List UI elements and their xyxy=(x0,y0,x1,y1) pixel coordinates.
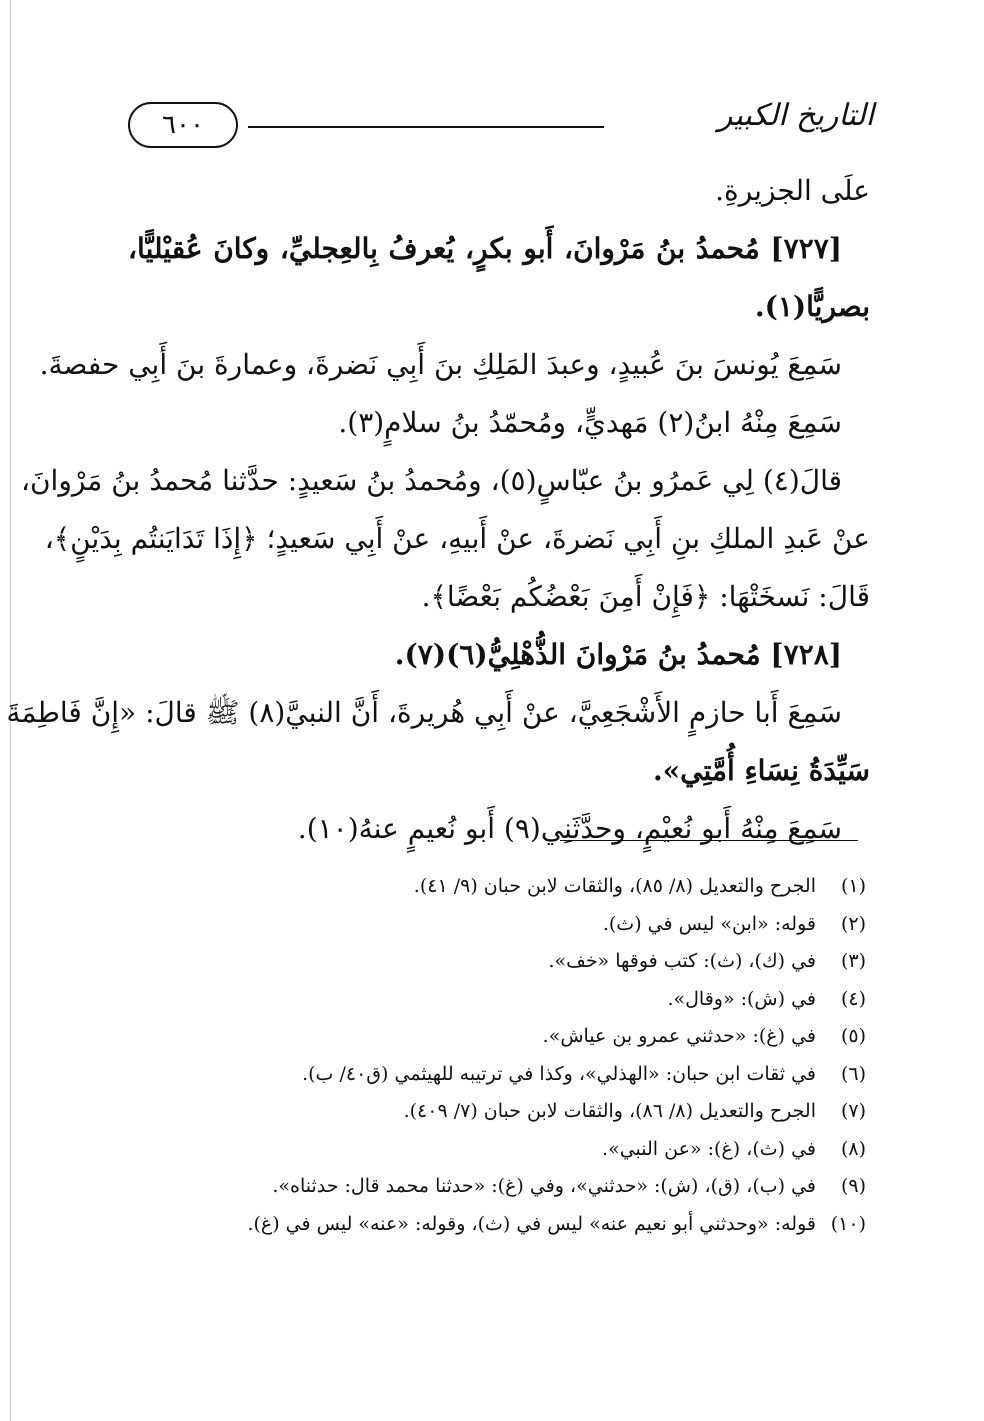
text-line: سَمِعَ أَبا حازمٍ الأَشْجَعِيَّ، عنْ أَبِي هُريرةَ، أَنَّ النبيَّ(٨) ﷺ قالَ: «إِنَّ فَاطِمَةَ xyxy=(6,696,842,729)
footnotes xyxy=(240,868,866,1243)
footnote-text: في ثقات ابن حبان: «الهذلي»، وكذا في ترتيبه للهيثمي (ق٤٠/ ب). xyxy=(302,1062,816,1085)
footnote-text: الجرح والتعديل (٨/ ٨٦)، والثقات لابن حبان (٧/ ٤٠٩). xyxy=(403,1100,816,1122)
footnote xyxy=(240,1131,866,1169)
page-header xyxy=(128,88,874,148)
footnote-text: الجرح والتعديل (٨/ ٨٥)، والثقات لابن حبان (٩/ ٤١). xyxy=(413,875,816,897)
footnote xyxy=(240,906,866,944)
footnote xyxy=(240,1206,866,1244)
page-number: ٦٠٠ xyxy=(128,102,238,148)
footnote-separator xyxy=(560,840,858,841)
text-line: عنْ عَبدِ الملكِ بنِ أَبِي نَضرةَ، عنْ أَبيهِ، عنْ أَبِي سَعيدٍ؛ ﴿إِذَا تَدَايَنتُم بِدَيْنٍ﴾، xyxy=(44,522,870,555)
text-line: سَمِعَ مِنْهُ أَبو نُعيْمٍ، وحدَّثَنِي(٩) أَبو نُعيمٍ عنهُ(١٠). xyxy=(297,812,842,845)
footnote-text: قوله: «وحدثني أبو نعيم عنه» ليس في (ث)، وقوله: «عنه» ليس في (غ). xyxy=(247,1212,816,1235)
footnote-number: (٦) xyxy=(840,1062,866,1085)
entry-heading-727: [٧٢٧] مُحمدُ بنُ مَرْوانَ، أَبو بكرٍ، يُعرفُ بِالعِجليِّ، وكانَ عُقيْليًّا، xyxy=(128,232,842,265)
entry-heading-728: [٧٢٨] مُحمدُ بنُ مَرْوانَ الذُّهْلِيُّ(٦)(٧). xyxy=(394,638,842,671)
footnote xyxy=(240,1093,866,1131)
header-rule xyxy=(248,126,604,128)
text-line: سَيِّدَةُ نِسَاءِ أُمَّتِي». xyxy=(652,754,870,787)
footnote-number: (٢) xyxy=(840,912,866,935)
running-title: التاريخ الكبير xyxy=(717,98,874,133)
text-line: سَمِعَ مِنْهُ ابنُ(٢) مَهديٍّ، ومُحمّدُ بنُ سلامٍ(٣). xyxy=(338,406,842,439)
footnote-number: (٤) xyxy=(840,987,866,1010)
footnote-text: في (ث)، (غ): «عن النبي». xyxy=(602,1137,816,1160)
footnote-text: قوله: «ابن» ليس في (ث). xyxy=(602,912,816,935)
footnote-number: (٨) xyxy=(840,1137,866,1160)
text-line: بصريًّا(١). xyxy=(754,290,870,323)
footnote-number: (٥) xyxy=(840,1025,866,1047)
footnote-number: (١٠) xyxy=(830,1212,866,1235)
footnote xyxy=(240,943,866,981)
footnote-number: (٧) xyxy=(840,1100,866,1122)
text-line: قالَ(٤) لِي عَمرُو بنُ عبّاسٍ(٥)، ومُحمدُ بنُ سَعيدٍ: حدَّثنا مُحمدُ بنُ مَرْوانَ، xyxy=(20,464,842,497)
footnote-number: (١) xyxy=(840,875,866,897)
footnote xyxy=(240,1168,866,1206)
main-text xyxy=(6,162,870,858)
footnote xyxy=(240,1056,866,1094)
footnote xyxy=(240,1018,866,1056)
footnote xyxy=(240,868,866,906)
footnote-number: (٣) xyxy=(840,950,866,972)
footnote xyxy=(240,981,866,1019)
footnote-text: في (ش): «وقال». xyxy=(667,987,816,1010)
text-line: قَالَ: نَسخَتْهَا: ﴿فَإِنْ أَمِنَ بَعْضُكُم بَعْضًا﴾. xyxy=(421,580,870,613)
text-line: علَى الجزيرةِ. xyxy=(715,174,870,207)
text-line: سَمِعَ يُونسَ بنَ عُبيدٍ، وعبدَ المَلِكِ بنَ أَبِي نَضرةَ، وعمارةَ بنَ أَبِي حفصةَ. xyxy=(39,348,842,381)
footnote-text: في (ك)، (ث): كتب فوقها «خف». xyxy=(548,950,816,972)
footnote-number: (٩) xyxy=(840,1175,866,1197)
footnote-text: في (غ): «حدثني عمرو بن عياش». xyxy=(542,1025,816,1047)
footnote-text: في (ب)، (ق)، (ش): «حدثني»، وفي (غ): «حدثنا محمد قال: حدثناه». xyxy=(272,1175,816,1197)
